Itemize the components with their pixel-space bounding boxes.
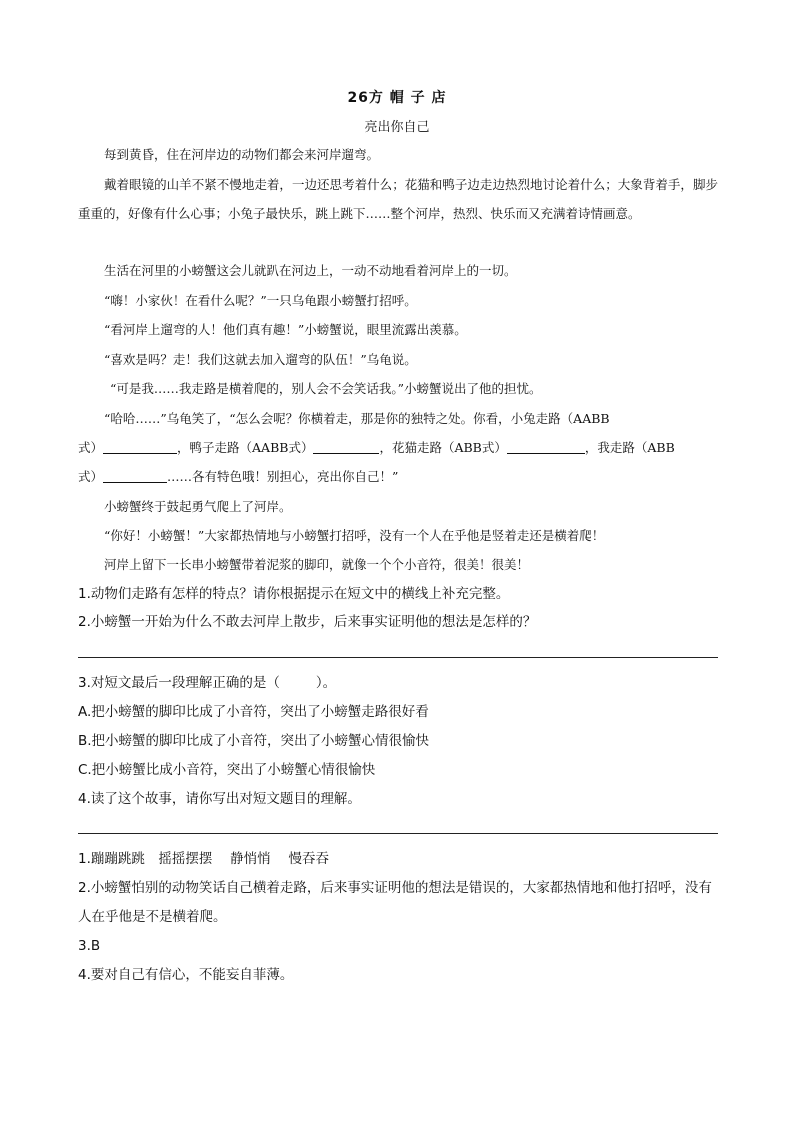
- answer-3: 3.B: [78, 938, 101, 954]
- question-3-suffix: ）。: [315, 675, 337, 691]
- story-paragraph-7: “可是我……我走路是横着爬的，别人会不会笑话我。”小螃蟹说出了他的担忧。: [110, 381, 542, 396]
- answer-4: 4.要对自己有信心，不能妄自菲薄。: [78, 967, 294, 983]
- question-3: [78, 669, 728, 698]
- fill-blank-turtle[interactable]: [103, 468, 167, 483]
- fill-blank-cat[interactable]: [507, 439, 585, 454]
- answer-line-q2[interactable]: [78, 657, 718, 658]
- story-paragraph-10: “你好！小螃蟹！”大家都热情地与小螃蟹打招呼，没有一个人在乎他是竖着走还是横着爬！: [104, 528, 605, 543]
- story-paragraph-9: 小螃蟹终于鼓起勇气爬上了河岸。: [104, 499, 292, 514]
- option-c: C.把小螃蟹比成小音符，突出了小螃蟹心情很愉快: [78, 762, 376, 778]
- lesson-title: 26方 帽 子 店: [347, 90, 447, 106]
- story-paragraph-5: “看河岸上遛弯的人！他们真有趣！”小螃蟹说，眼里流露出羡慕。: [104, 322, 467, 337]
- story-paragraph-1: 每到黄昏，住在河岸边的动物们都会来河岸遛弯。: [104, 147, 380, 162]
- answer-1: 1.蹦蹦跳跳 摇摇摆摆 静悄悄 慢吞吞: [78, 851, 329, 867]
- story-paragraph-11: 河岸上留下一长串小螃蟹带着泥浆的脚印，就像一个个小音符，很美！很美！: [104, 557, 530, 572]
- story-paragraph-2: 戴着眼镜的山羊不紧不慢地走着，一边还思考着什么；花猫和鸭子边走边热烈地讨论着什么；大象背着手，脚步重重的，好像有什么心事；小兔子最快乐，跳上跳下……整个河岸，热烈、快乐而又充满着诗情画意。: [78, 177, 718, 221]
- option-b: B.把小螃蟹的脚印比成了小音符，突出了小螃蟹心情很愉快: [78, 733, 430, 749]
- option-a: A.把小螃蟹的脚印比成了小音符，突出了小螃蟹走路很好看: [78, 704, 429, 720]
- story-paragraph-8-line-2: [78, 433, 718, 462]
- story-title: 亮出你自己: [364, 120, 430, 135]
- answer-2: 2.小螃蟹怕别的动物笑话自己横着走路，后来事实证明他的想法是错误的，大家都热情地和他打招呼，没有人在乎他是不是横着爬。: [78, 880, 712, 925]
- story-paragraph-8-line-3: [78, 462, 718, 491]
- story-paragraph-8-line-1: [78, 404, 744, 433]
- story-paragraph-4: “嗨！小家伙！在看什么呢？”一只乌龟跟小螃蟹打招呼。: [104, 293, 417, 308]
- answer-line-q4[interactable]: [78, 833, 718, 834]
- story-paragraph-6: “喜欢是吗？走！我们这就去加入遛弯的队伍！”乌龟说。: [104, 352, 417, 367]
- story-paragraph-8-text-f: 式）: [78, 469, 104, 484]
- question-4: 4.读了这个故事，请你写出对短文题目的理解。: [78, 791, 361, 807]
- story-paragraph-8-text-g: ……各有特色哦！别担心，亮出你自己！”: [167, 469, 399, 484]
- fill-blank-duck[interactable]: [313, 439, 379, 454]
- story-paragraph-8-text-a: “哈哈……”乌龟笑了，“怎么会呢？你横着走，那是你的独特之处。你看，小兔走路（AABB: [104, 411, 610, 426]
- story-paragraph-3: 生活在河里的小螃蟹这会儿就趴在河边上，一动不动地看着河岸上的一切。: [104, 263, 517, 278]
- fill-blank-rabbit[interactable]: [103, 439, 177, 454]
- story-paragraph-8-text-d: ，花猫走路（ABB式）: [379, 440, 507, 455]
- question-1: 1.动物们走路有怎样的特点？请你根据提示在短文中的横线上补充完整。: [78, 586, 510, 602]
- story-paragraph-8-text-e: ，我走路（ABB: [584, 440, 675, 455]
- story-paragraph-8-text-b: 式）: [78, 440, 104, 455]
- story-paragraph-8-text-c: ，鸭子走路（AABB式）: [177, 440, 314, 455]
- question-3-prefix: 3.对短文最后一段理解正确的是（: [78, 675, 280, 691]
- question-2: 2.小螃蟹一开始为什么不敢去河岸上散步，后来事实证明他的想法是怎样的？: [78, 614, 537, 630]
